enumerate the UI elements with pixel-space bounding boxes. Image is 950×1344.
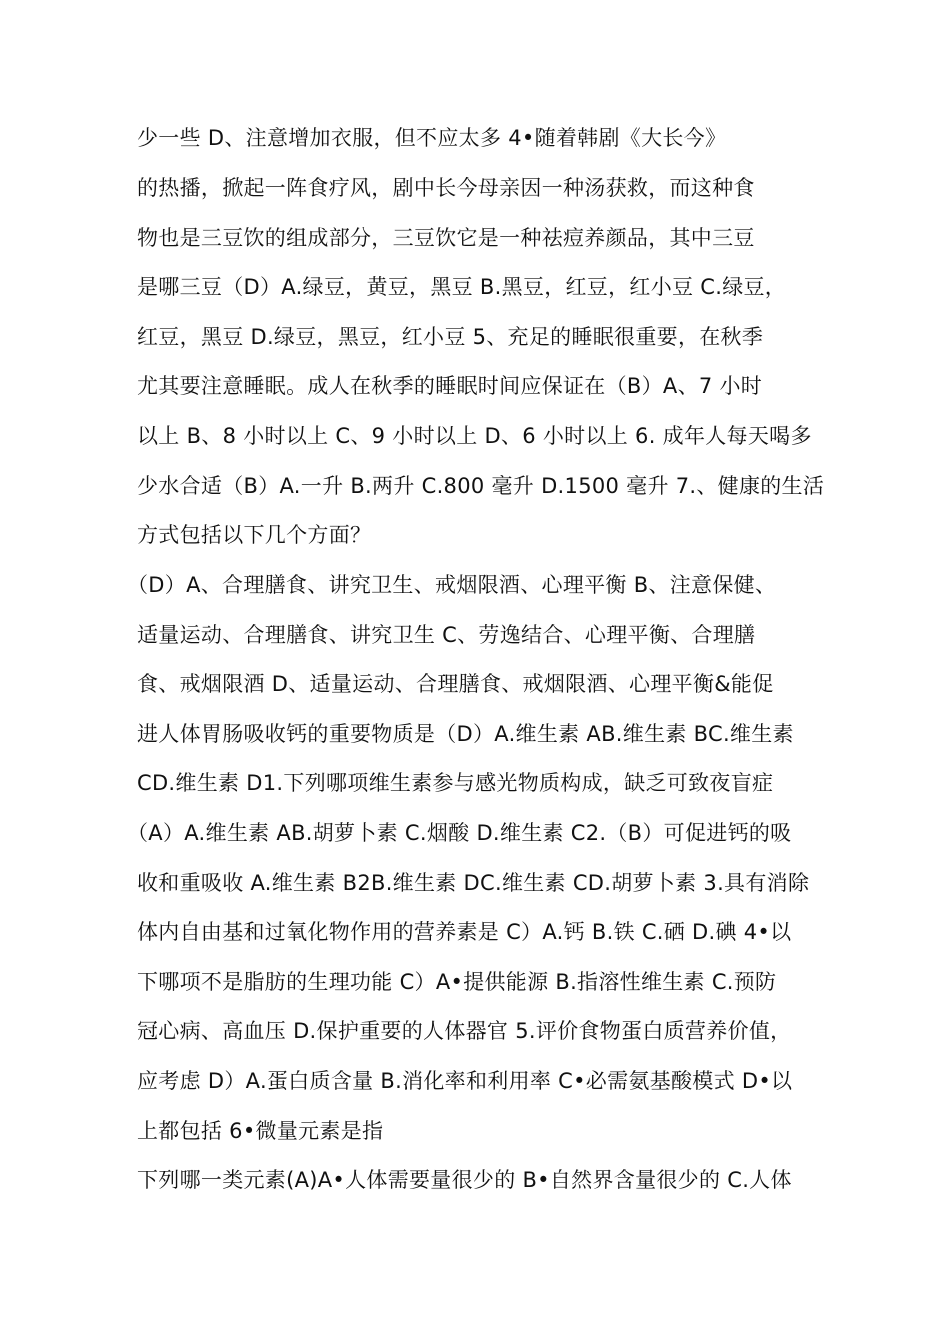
text-line: 方式包括以下几个方面？ xyxy=(137,523,372,547)
text-line: 收和重吸收 A.维生素 B2B.维生素 DC.维生素 CD.胡萝卜素 3.具有消除 xyxy=(137,871,810,895)
text-line: 的热播，掀起一阵食疗风，剧中长今母亲因一种汤获救，而这种食 xyxy=(137,176,755,200)
text-line: 应考虑 D）A.蛋白质含量 B.消化率和利用率 C•必需氨基酸模式 D•以 xyxy=(137,1069,793,1093)
text-line: 体内自由基和过氧化物作用的营养素是 C）A.钙 B.铁 C.硒 D.碘 4•以 xyxy=(137,920,792,944)
text-line: 适量运动、合理膳食、讲究卫生 C、劳逸结合、心理平衡、合理膳 xyxy=(137,623,756,647)
text-line: 以上 B、8 小时以上 C、9 小时以上 D、6 小时以上 6. 成年人每天喝多 xyxy=(137,424,812,448)
text-line: CD.维生素 D1.下列哪项维生素参与感光物质构成，缺乏可致夜盲症 xyxy=(137,771,774,795)
text-line: 少一些 D、注意增加衣服，但不应太多 4•随着韩剧《大长今》 xyxy=(137,126,727,150)
text-line: 少水合适（B）A.一升 B.两升 C.800 毫升 D.1500 毫升 7.、健康的生活 xyxy=(137,474,825,498)
text-line: 下哪项不是脂肪的生理功能 C）A•提供能源 B.指溶性维生素 C.预防 xyxy=(137,970,777,994)
text-line: 尤其要注意睡眠。成人在秋季的睡眠时间应保证在（B）A、7 小时 xyxy=(137,374,763,398)
text-line: （A）A.维生素 AB.胡萝卜素 C.烟酸 D.维生素 C2.（B）可促进钙的吸 xyxy=(127,821,792,845)
text-line: （D）A、合理膳食、讲究卫生、戒烟限酒、心理平衡 B、注意保健、 xyxy=(127,573,777,597)
text-line: 上都包括 6•微量元素是指 xyxy=(137,1119,384,1143)
text-line: 红豆，黑豆 D.绿豆，黑豆，红小豆 5、充足的睡眠很重要，在秋季 xyxy=(137,325,764,349)
text-line: 食、戒烟限酒 D、适量运动、合理膳食、戒烟限酒、心理平衡&能促 xyxy=(137,672,774,696)
text-line: 下列哪一类元素(A)A•人体需要量很少的 B•自然界含量很少的 C.人体 xyxy=(137,1168,792,1192)
text-line: 是哪三豆（D）A.绿豆，黄豆，黑豆 B.黑豆，红豆，红小豆 C.绿豆， xyxy=(137,275,787,299)
text-line: 冠心病、高血压 D.保护重要的人体器官 5.评价食物蛋白质营养价值， xyxy=(137,1019,792,1043)
text-line: 物也是三豆饮的组成部分，三豆饮它是一种祛痘养颜品，其中三豆 xyxy=(137,226,755,250)
text-line: 进人体胃肠吸收钙的重要物质是（D）A.维生素 AB.维生素 BC.维生素 xyxy=(137,722,794,746)
